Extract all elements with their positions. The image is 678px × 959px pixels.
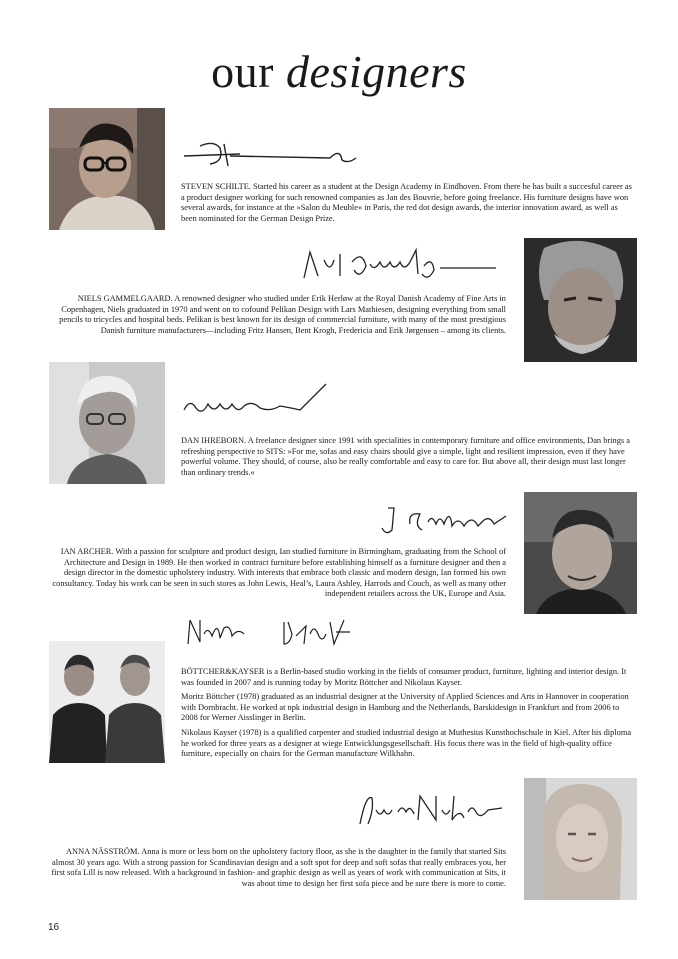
page-title: [0, 44, 678, 100]
designer-bio: Anna is more or less born on the upholstery factory floor, as she is the daughter in the family that started Sits almost 30 years ago. With a strong passion for Scandinavian design and a soft spot for deep and soft sofas that really embraces you, her first sofa Lill is now released. With a background in fashion- and graphic design as well as years of work with communication at Sits, it was about time to design her first sofa piece and be sure there is more to come.: [51, 847, 506, 888]
anna-nasstrom-signature: [356, 790, 506, 830]
designer-bio: A freelance designer since 1991 with specialities in contemporary furniture and office environments, Dan brings a refreshing perspective to SITS: »For me, sofas and easy chairs should give a simple, light and resilient impression, even if they have powerful volume. They should, of course, also be really comfortable and easy to care for. But above all, their design must last longer than ordinary trends.«: [181, 436, 630, 477]
nikolaus-kayser-bio: Nikolaus Kayser (1978) is a qualified carpenter and studied industrial design at Muthesius Kunsthochschule in Kiel. After his diploma he worked for three years as a designer at wiege Entwicklungsgesellschaft. His focus there was in the field of high-quality office furniture, especially on chairs for the German manufacture Wilkhahn.: [181, 727, 632, 759]
niels-gammelgaard-bio: [48, 294, 506, 340]
title-word-designers: designers: [286, 46, 467, 97]
page-number: 16: [48, 922, 60, 933]
designer-bio: A renowned designer who studied under Erik Herløw at the Royal Danish Academy of Fine Arts in Copenhagen, Niels graduated in 1970 and went on to cofound Pelikan Design with Lars Mathiesen, designing everything from small pencils to tricycles and hospital beds. Pelikan is best known for its design of commercial furniture, with many of the most prestigious Danish furniture manufacturers—including Fritz Hansen, Bent Krogh, Fredericia and Erik Jørgensen – among its clients.: [59, 294, 506, 335]
niels-gammelgaard-photo: [524, 238, 637, 362]
niels-gammelgaard-signature: [300, 246, 500, 286]
anna-nasstrom-bio: [48, 847, 506, 893]
boettcher-kayser-signature: [184, 614, 354, 652]
designer-name: IAN ARCHER.: [60, 547, 114, 556]
designer-name: BÖTTCHER&KAYSER: [181, 667, 265, 676]
boettcher-kayser-bio: [181, 667, 633, 764]
designer-name: NIELS GAMMELGAARD.: [77, 294, 173, 303]
designer-bio: is a Berlin-based studio working in the fields of consumer product, furniture, lighting and interior design. It was founded in 2007 and is running today by Moritz Böttcher and Nikolaus Kayser.: [181, 667, 627, 687]
dan-ihreborn-bio: [181, 436, 633, 482]
ian-archer-photo: [524, 492, 637, 614]
dan-ihreborn-signature: [180, 380, 330, 420]
steven-schilte-bio: [181, 182, 633, 228]
dan-ihreborn-photo: [49, 362, 165, 484]
boettcher-kayser-photo: [49, 641, 165, 763]
steven-schilte-photo: [49, 108, 165, 230]
designer-name: STEVEN SCHILTE.: [181, 182, 251, 191]
moritz-boettcher-bio: Moritz Böttcher (1978) graduated as an industrial designer at the University of Applied Sciences and Arts in Hannover in cooperation with Dornbracht. He worked at npk industrial design in Hamburg and the Netherlands, Barskidesign in Frankfurt and from 2006 to 2008 for Werner Aisslinger in Berlin.: [181, 692, 629, 723]
title-word-our: our: [211, 46, 274, 97]
ian-archer-signature: [380, 502, 510, 538]
anna-nasstrom-photo: [524, 778, 637, 900]
designer-name: DAN IHREBORN.: [181, 436, 247, 445]
designer-name: ANNA NÄSSTRÖM.: [66, 847, 140, 856]
designer-bio: Started his career as a student at the Design Academy in Eindhoven. From there he has built a succesful career as a product designer working for such renowned companies as Jan des Bouvrie, before going freelance. His furniture designs have won several awards, for instance at the »Salon du Meuble« in Paris, the red dot design awards, the interior innovation award, as well as been nominated for the German Design Prize.: [181, 182, 632, 223]
ian-archer-bio: [48, 547, 506, 604]
designer-bio: With a passion for sculpture and product design, Ian studied furniture in Birmingham, graduating from the School of Architecture and Design in 1989. He then worked in contract furniture before establishing himself as a furniture designer and then a design director in the domestic upholstery industry. With interests that embrace both classic and modern design, Ian formed his own consultancy. Today his work can be seen in such stores as John Lewis, Heal’s, Laura Ashley, Harrods and Couch, as well as many other independent retailers across the UK, Europe and Asia.: [52, 547, 506, 599]
steven-schilte-signature: [180, 136, 360, 170]
